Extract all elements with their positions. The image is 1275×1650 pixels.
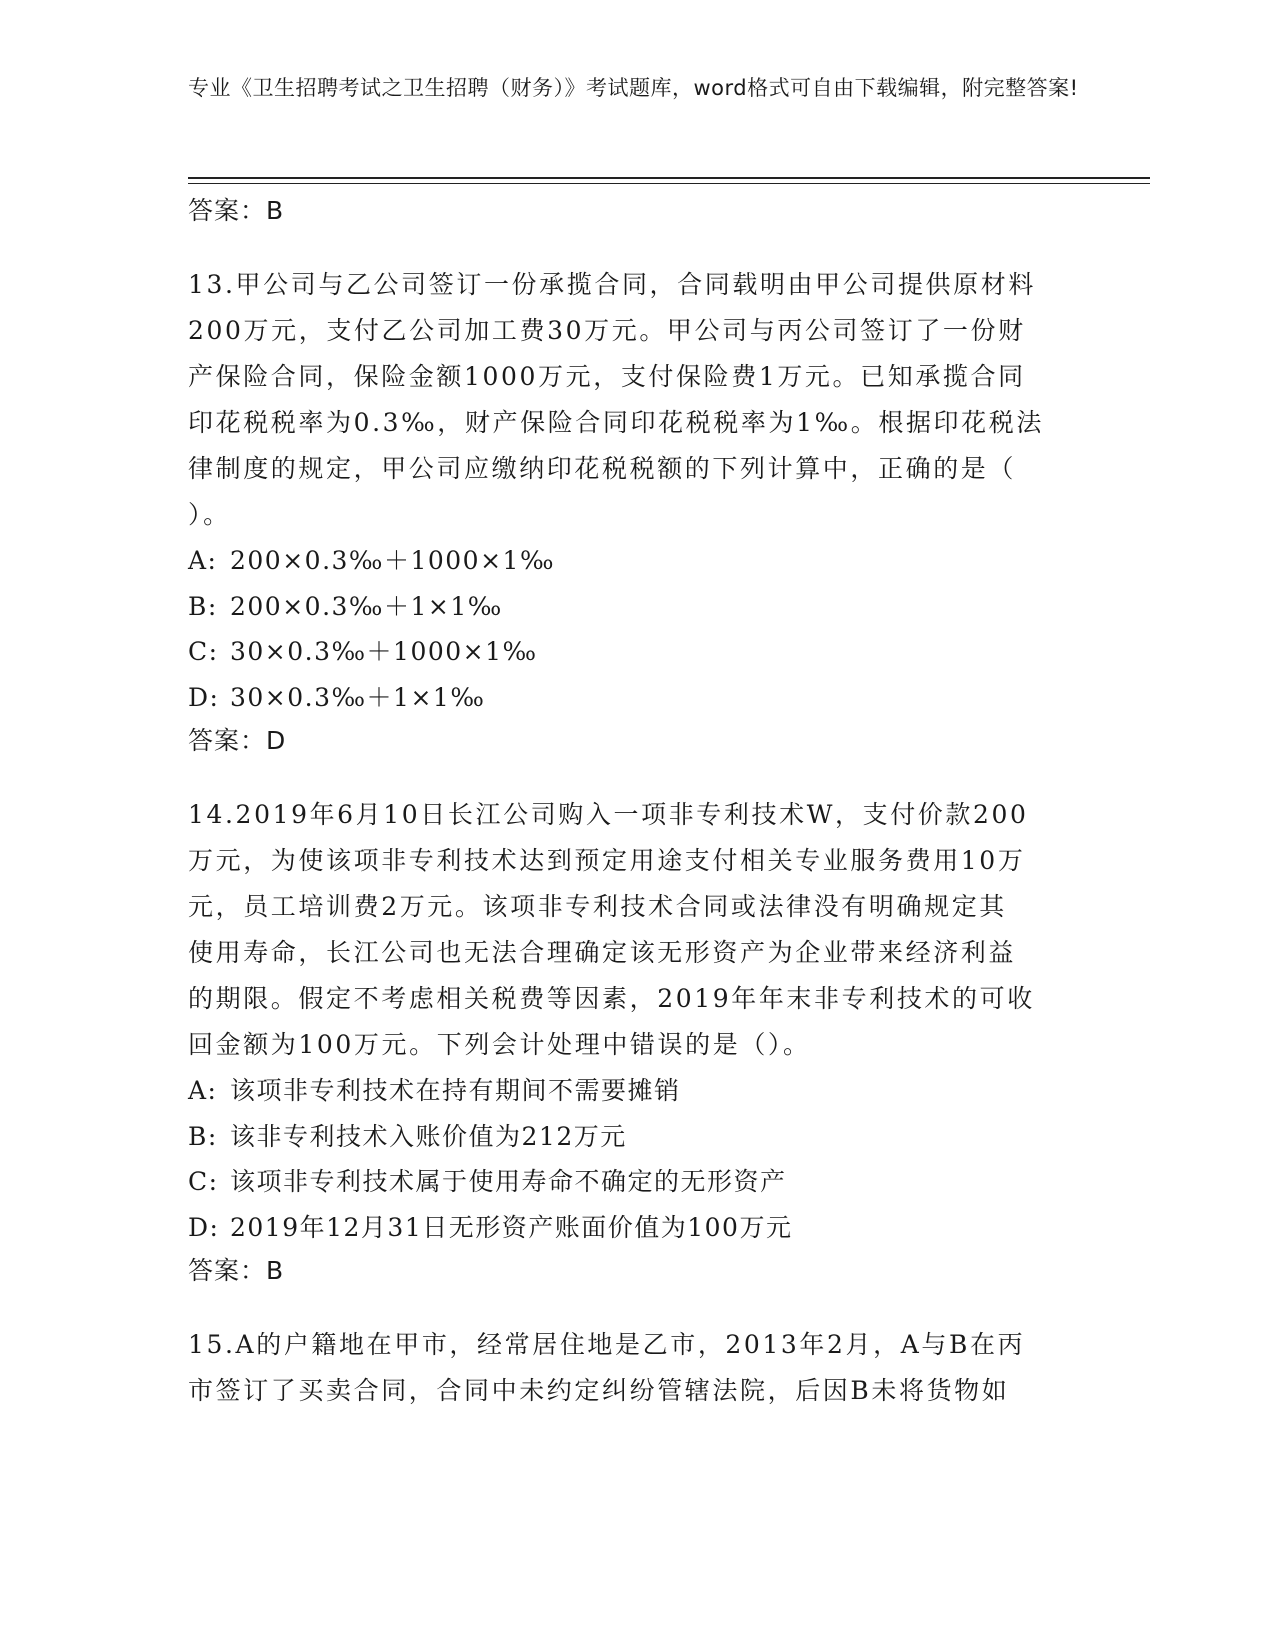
option-a xyxy=(188,538,1088,584)
question-line: 产保险合同，保险金额1000万元，支付保险费1万元。已知承揽合同 xyxy=(188,362,1026,391)
question-line: 的期限。假定不考虑相关税费等因素，2019年年末非专利技术的可收 xyxy=(188,984,1035,1013)
option-a xyxy=(188,1068,1088,1114)
question-line: 万元，为使该项非专利技术达到预定用途支付相关专业服务费用10万 xyxy=(188,846,1026,875)
question-line: 元，员工培训费2万元。该项非专利技术合同或法律没有明确规定其 xyxy=(188,892,1007,921)
option-text: 200×0.3‰＋1000×1‰ xyxy=(230,546,555,575)
header-divider-thick xyxy=(188,177,1150,179)
answer-label: 答案：D xyxy=(188,726,287,755)
option-text: 该非专利技术入账价值为212万元 xyxy=(230,1121,627,1151)
option-letter: A: xyxy=(188,1076,218,1105)
option-b xyxy=(188,584,1088,630)
answer-label: 答案：B xyxy=(188,1256,285,1285)
option-text: 30×0.3‰＋1×1‰ xyxy=(230,682,486,712)
option-text: 200×0.3‰＋1×1‰ xyxy=(230,591,503,621)
question-line: 使用寿命，长江公司也无法合理确定该无形资产为企业带来经济利益 xyxy=(188,938,1017,967)
option-letter: D: xyxy=(188,682,220,712)
option-d xyxy=(188,675,1088,721)
option-b xyxy=(188,1114,1088,1160)
option-letter: C: xyxy=(188,1167,219,1196)
question-14 xyxy=(188,792,1088,1292)
option-c xyxy=(188,629,1088,675)
question-line: 15.A的户籍地在甲市，经常居住地是乙市，2013年2月，A与B在丙 xyxy=(188,1330,1026,1359)
question-13 xyxy=(188,262,1088,762)
question-line: 200万元，支付乙公司加工费30万元。甲公司与丙公司签订了一份财 xyxy=(188,316,1026,345)
option-text: 2019年12月31日无形资产账面价值为100万元 xyxy=(230,1212,793,1242)
answer-label: 答案：B xyxy=(188,196,285,225)
document-body xyxy=(188,190,1088,1414)
option-letter: A: xyxy=(188,546,218,575)
option-letter: B: xyxy=(188,591,218,621)
question-line: ）。 xyxy=(188,500,231,529)
question-line: 律制度的规定，甲公司应缴纳印花税税额的下列计算中，正确的是（ xyxy=(188,454,1017,483)
option-letter: C: xyxy=(188,637,219,666)
question-15 xyxy=(188,1322,1088,1414)
option-text: 该项非专利技术属于使用寿命不确定的无形资产 xyxy=(230,1167,787,1196)
option-letter: B: xyxy=(188,1121,218,1151)
page-header: 专业《卫生招聘考试之卫生招聘（财务）》考试题库，word格式可自由下载编辑，附完整答案! xyxy=(188,76,1079,100)
question-line: 市签订了买卖合同，合同中未约定纠纷管辖法院，后因B未将货物如 xyxy=(188,1376,1010,1405)
option-text: 30×0.3‰＋1000×1‰ xyxy=(230,637,538,666)
option-text: 该项非专利技术在持有期间不需要摊销 xyxy=(230,1076,681,1105)
option-d xyxy=(188,1205,1088,1251)
question-line: 14.2019年6月10日长江公司购入一项非专利技术W，支付价款200 xyxy=(188,800,1029,829)
option-c xyxy=(188,1159,1088,1205)
option-letter: D: xyxy=(188,1212,220,1242)
question-line: 13.甲公司与乙公司签订一份承揽合同，合同载明由甲公司提供原材料 xyxy=(188,270,1036,299)
question-line: 回金额为100万元。下列会计处理中错误的是（）。 xyxy=(188,1030,811,1059)
header-divider-thin xyxy=(188,183,1150,184)
question-line: 印花税税率为0.3‰，财产保险合同印花税税率为1‰。根据印花税法 xyxy=(188,408,1044,437)
